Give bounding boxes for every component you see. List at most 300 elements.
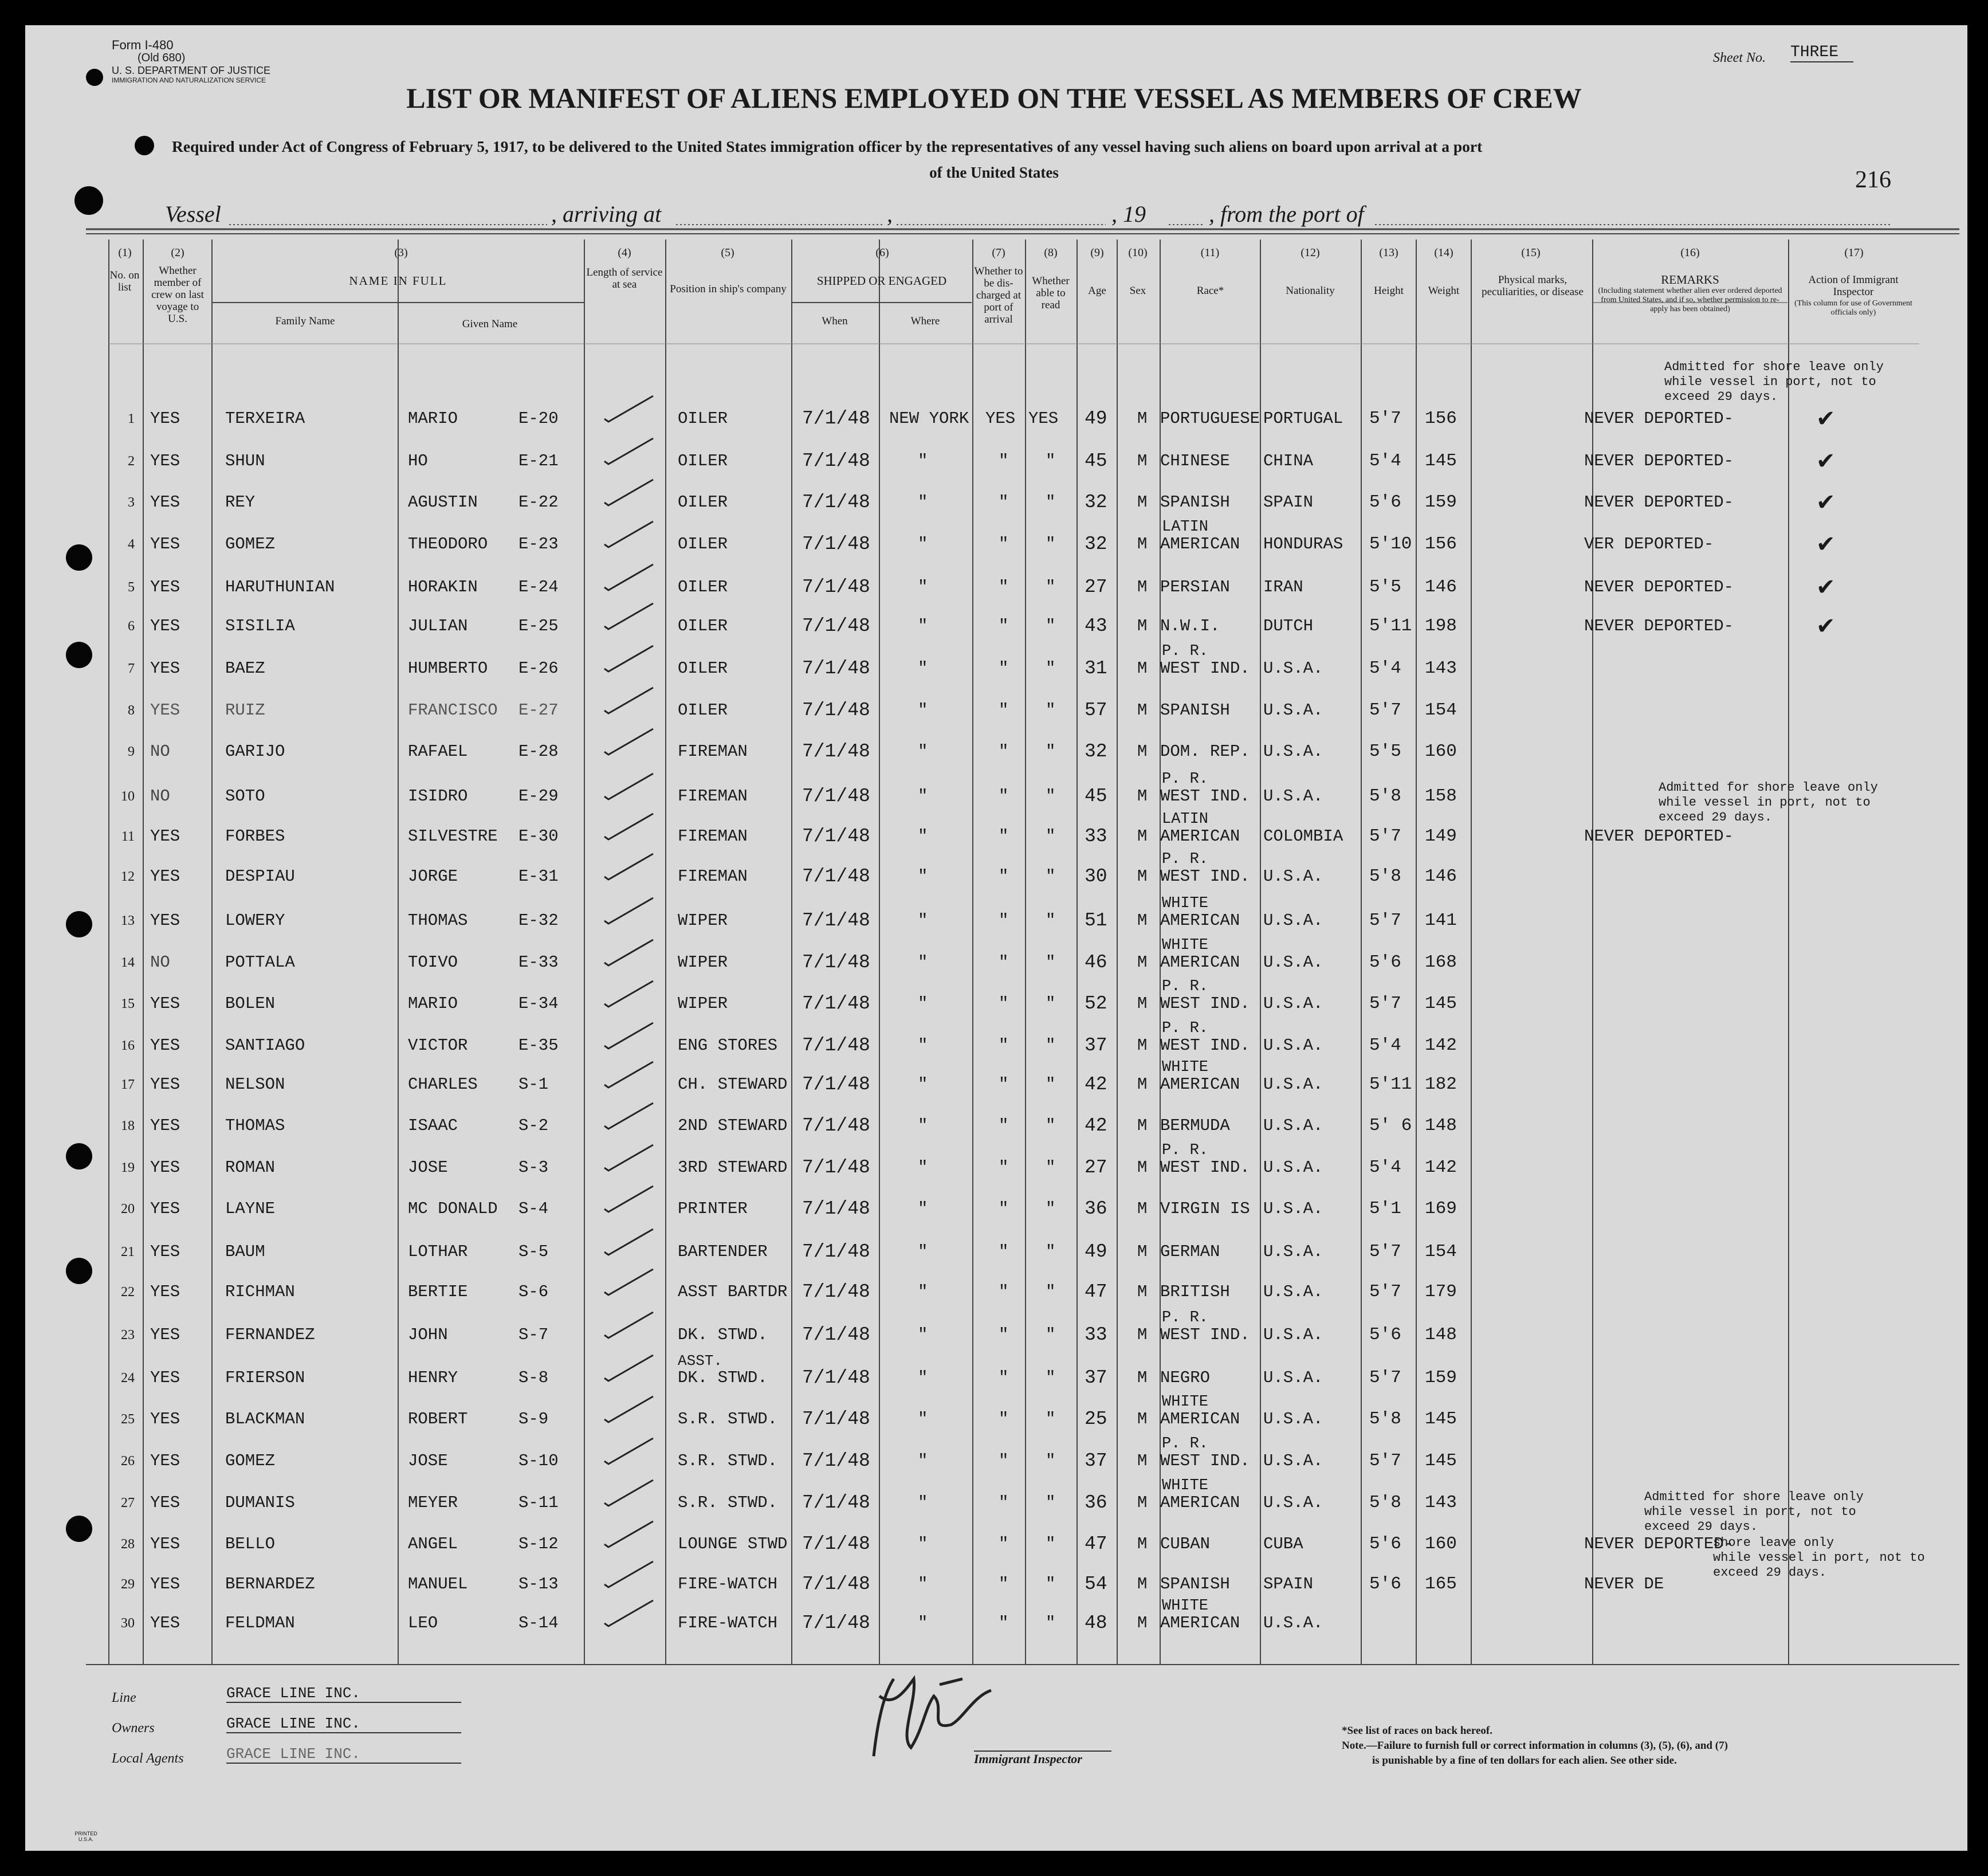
service-tick <box>604 1561 653 1587</box>
cell-crew: YES <box>150 1410 180 1428</box>
cell-no: 28 <box>121 1537 135 1552</box>
cell-sex: M <box>1137 617 1148 635</box>
cell-nationality: U.S.A. <box>1263 787 1323 806</box>
stamp-line: Admitted for shore leave only <box>1644 1490 1864 1504</box>
cell-when: 7/1/48 <box>802 741 870 762</box>
cell-nationality: U.S.A. <box>1263 1036 1323 1055</box>
cell-given: LOTHAR <box>408 1242 468 1261</box>
cell-position: OILER <box>678 617 728 635</box>
header-remarks: REMARKS <box>1661 273 1719 286</box>
cell-sex: M <box>1137 953 1148 972</box>
cell-family: BOLEN <box>225 994 276 1013</box>
cell-disch: " <box>999 659 1009 678</box>
service-tick <box>604 774 653 799</box>
cell-no: 24 <box>121 1371 135 1386</box>
cell-family: RICHMAN <box>225 1282 295 1301</box>
cell-code: S-4 <box>518 1199 549 1218</box>
header-action: Action of Immigrant Inspector <box>1808 274 1899 298</box>
cell-given: BERTIE <box>408 1282 468 1301</box>
cell-race-prefix: WHITE <box>1162 937 1209 954</box>
service-tick <box>604 940 653 966</box>
cell-age: 51 <box>1085 910 1107 931</box>
cell-family: SISILIA <box>225 617 295 635</box>
cell-code: S-10 <box>518 1451 559 1470</box>
cell-given: JOSE <box>408 1451 448 1470</box>
cell-position: ASST BARTDR <box>678 1282 788 1301</box>
cell-given: JORGE <box>408 867 458 886</box>
cell-action: ✔ <box>1816 531 1836 558</box>
service-tick <box>604 814 653 839</box>
cell-race: BRITISH <box>1160 1282 1230 1301</box>
footer-note2: Note.—Failure to furnish full or correct information in columns (3), (5), (6), and (7) <box>1342 1740 1728 1752</box>
cell-read: " <box>1046 742 1056 761</box>
cell-family: BELLO <box>225 1534 276 1553</box>
cell-where: " <box>918 827 928 846</box>
column-number: (11) <box>1200 246 1220 259</box>
cell-given: JULIAN <box>408 617 468 635</box>
comma-label: , <box>887 201 893 227</box>
cell-position: BARTENDER <box>678 1242 768 1261</box>
cell-race: AMERICAN <box>1160 535 1240 554</box>
cell-age: 32 <box>1085 533 1107 555</box>
cell-height: 5'6 <box>1369 952 1401 972</box>
footer-line-label: Line <box>112 1690 136 1705</box>
cell-where: " <box>918 1325 928 1344</box>
cell-given: CHARLES <box>408 1075 478 1094</box>
cell-crew: YES <box>150 1199 180 1218</box>
header-weight: Weight <box>1428 285 1460 297</box>
cell-given: MARIO <box>408 994 458 1013</box>
cell-age: 49 <box>1085 1241 1107 1262</box>
cell-height: 5'4 <box>1369 1035 1401 1055</box>
cell-disch: " <box>999 911 1009 930</box>
cell-where: " <box>918 1158 928 1177</box>
cell-position: ENG STORES <box>678 1036 778 1055</box>
cell-disch: " <box>999 1116 1009 1135</box>
cell-where: " <box>918 578 928 596</box>
cell-race: DOM. REP. <box>1160 742 1250 761</box>
cell-code: E-33 <box>518 953 559 972</box>
cell-sex: M <box>1137 1575 1148 1594</box>
cell-height: 5'8 <box>1369 1409 1401 1429</box>
header-action-note: (This column for use of Government officials only) <box>1794 299 1912 317</box>
cell-disch: " <box>999 787 1009 806</box>
cell-disch: " <box>999 1575 1009 1594</box>
cell-no: 4 <box>128 537 135 552</box>
cell-sex: M <box>1137 1282 1148 1301</box>
cell-age: 37 <box>1085 1035 1107 1056</box>
cell-disch: " <box>999 578 1009 596</box>
cell-read: " <box>1046 701 1056 720</box>
cell-disch: " <box>999 742 1009 761</box>
cell-when: 7/1/48 <box>802 826 870 847</box>
cell-race: WEST IND. <box>1160 1325 1250 1344</box>
cell-where: " <box>918 617 928 635</box>
cell-weight: 148 <box>1425 1325 1457 1345</box>
cell-height: 5'4 <box>1369 451 1401 471</box>
cell-age: 32 <box>1085 741 1107 762</box>
service-tick <box>604 396 653 422</box>
cell-nationality: U.S.A. <box>1263 911 1323 930</box>
cell-remarks: NEVER DEPORTED- <box>1584 409 1734 428</box>
cell-given: AGUSTIN <box>408 493 478 512</box>
cell-race: AMERICAN <box>1160 827 1240 846</box>
service-tick <box>604 1269 653 1295</box>
cell-disch: " <box>999 1614 1009 1632</box>
cell-position: DK. STWD. <box>678 1368 768 1387</box>
cell-race-prefix: P. R. <box>1162 1309 1209 1326</box>
column-number: (8) <box>1044 246 1058 259</box>
cell-family: LAYNE <box>225 1199 276 1218</box>
cell-when: 7/1/48 <box>802 1035 870 1056</box>
header-physical-marks: Physical marks, peculiarities, or disease <box>1482 274 1584 298</box>
column-number: (12) <box>1301 246 1320 259</box>
shore-leave-stamp <box>1664 360 1884 405</box>
column-number: (1) <box>118 246 132 259</box>
sheet-number: THREE <box>1790 44 1853 62</box>
cell-when: 7/1/48 <box>802 700 870 721</box>
cell-nationality: U.S.A. <box>1263 1116 1323 1135</box>
cell-nationality: DUTCH <box>1263 617 1314 635</box>
cell-code: S-9 <box>518 1410 549 1428</box>
cell-height: 5'8 <box>1369 866 1401 886</box>
cell-height: 5'6 <box>1369 1325 1401 1345</box>
cell-given: HENRY <box>408 1368 458 1387</box>
cell-code: E-35 <box>518 1036 559 1055</box>
cell-sex: M <box>1137 578 1148 596</box>
cell-race: VIRGIN IS <box>1160 1199 1250 1218</box>
header-length-service: Length of service at sea <box>586 266 663 291</box>
cell-given: THOMAS <box>408 911 468 930</box>
service-tick <box>604 646 653 672</box>
cell-crew: NO <box>150 787 170 806</box>
cell-nationality: COLOMBIA <box>1263 827 1343 846</box>
cell-height: 5'4 <box>1369 1157 1401 1178</box>
cell-family: SHUN <box>225 452 265 470</box>
cell-given: VICTOR <box>408 1036 468 1055</box>
cell-nationality: U.S.A. <box>1263 1493 1323 1512</box>
cell-age: 43 <box>1085 615 1107 637</box>
cell-race: SPANISH <box>1160 1575 1230 1594</box>
cell-crew: YES <box>150 1575 180 1594</box>
cell-race-prefix: WHITE <box>1162 1477 1209 1494</box>
cell-crew: YES <box>150 578 180 596</box>
cell-no: 27 <box>121 1496 135 1510</box>
header-no: No. on list <box>109 269 140 293</box>
cell-position: OILER <box>678 701 728 720</box>
cell-sex: M <box>1137 1075 1148 1094</box>
cell-position: OILER <box>678 409 728 428</box>
cell-no: 26 <box>121 1454 135 1469</box>
cell-no: 9 <box>128 744 135 759</box>
cell-weight: 148 <box>1425 1116 1457 1136</box>
cell-age: 37 <box>1085 1450 1107 1471</box>
cell-remarks: NEVER DEPORTED- <box>1584 617 1734 635</box>
column-number: (13) <box>1379 246 1398 259</box>
cell-height: 5'7 <box>1369 1282 1401 1302</box>
cell-sex: M <box>1137 827 1148 846</box>
cell-code: E-27 <box>518 701 559 720</box>
header-position: Position in ship's company <box>670 283 787 295</box>
service-tick <box>604 1396 653 1422</box>
cell-family: BAEZ <box>225 659 265 678</box>
cell-race-prefix: P. R. <box>1162 1435 1209 1453</box>
cell-nationality: PORTUGAL <box>1263 409 1343 428</box>
cell-code: S-5 <box>518 1242 549 1261</box>
cell-code: S-1 <box>518 1075 549 1094</box>
cell-race-prefix: P. R. <box>1162 1020 1209 1037</box>
cell-sex: M <box>1137 1368 1148 1387</box>
cell-read: " <box>1046 1451 1056 1470</box>
header-family-name: Family Name <box>275 315 335 327</box>
cell-code: E-25 <box>518 617 559 635</box>
cell-race: CUBAN <box>1160 1534 1211 1553</box>
cell-where: " <box>918 1493 928 1512</box>
cell-weight: 154 <box>1425 1242 1457 1262</box>
cell-race: SPANISH <box>1160 701 1230 720</box>
column-number: (6) <box>875 246 889 259</box>
cell-race-prefix: LATIN <box>1162 811 1209 828</box>
cell-read: " <box>1046 578 1056 596</box>
cell-race: WEST IND. <box>1160 994 1250 1013</box>
cell-family: FELDMAN <box>225 1614 295 1632</box>
cell-given: HORAKIN <box>408 578 478 596</box>
cell-code: S-13 <box>518 1575 559 1594</box>
cell-read: YES <box>1028 409 1059 428</box>
cell-where: " <box>918 1282 928 1301</box>
header-age: Age <box>1088 285 1106 297</box>
cell-sex: M <box>1137 1325 1148 1344</box>
cell-when: 7/1/48 <box>802 1492 870 1513</box>
header-where: Where <box>910 315 940 327</box>
cell-read: " <box>1046 994 1056 1013</box>
cell-position: FIREMAN <box>678 827 748 846</box>
stamp-line: exceed 29 days. <box>1664 390 1778 404</box>
cell-when: 7/1/48 <box>802 1324 870 1345</box>
footer-owners-label: Owners <box>112 1721 155 1736</box>
cell-when: 7/1/48 <box>802 492 870 513</box>
cell-weight: 143 <box>1425 658 1457 678</box>
cell-given: JOHN <box>408 1325 448 1344</box>
stamp-line: Admitted for shore leave only <box>1664 360 1884 374</box>
service-tick <box>604 564 653 590</box>
cell-position: OILER <box>678 578 728 596</box>
cell-sex: M <box>1137 493 1148 512</box>
cell-sex: M <box>1137 1451 1148 1470</box>
cell-disch: " <box>999 1158 1009 1177</box>
cell-when: 7/1/48 <box>802 1573 870 1595</box>
cell-given: JOSE <box>408 1158 448 1177</box>
cell-position: WIPER <box>678 953 728 972</box>
cell-race-prefix: WHITE <box>1162 1059 1209 1076</box>
cell-read: " <box>1046 452 1056 470</box>
cell-race: WEST IND. <box>1160 1451 1250 1470</box>
stamp-line: Admitted for shore leave only <box>1659 780 1878 795</box>
cell-nationality: U.S.A. <box>1263 1282 1323 1301</box>
cell-code: S-11 <box>518 1493 559 1512</box>
cell-code: E-20 <box>518 409 559 428</box>
cell-no: 16 <box>121 1038 135 1053</box>
cell-family: GOMEZ <box>225 535 276 554</box>
service-tick <box>604 603 653 629</box>
cell-read: " <box>1046 1075 1056 1094</box>
cell-nationality: U.S.A. <box>1263 1451 1323 1470</box>
cell-nationality: CHINA <box>1263 452 1314 470</box>
header-remarks-note: (Including statement whether alien ever ordered deported from United States, and if so, whether permission to re-apply has been obtained) <box>1598 286 1782 313</box>
cell-when: 7/1/48 <box>802 576 870 598</box>
cell-height: 5'6 <box>1369 1574 1401 1594</box>
cell-age: 42 <box>1085 1074 1107 1095</box>
cell-family: BAUM <box>225 1242 265 1261</box>
cell-where: " <box>918 452 928 470</box>
header-race: Race* <box>1196 285 1224 297</box>
cell-race-prefix: WHITE <box>1162 1394 1209 1411</box>
header-name-in-full: NAME IN FULL <box>349 274 447 288</box>
subtitle-line1: Required under Act of Congress of February 5, 1917, to be delivered to the United States immigration officer by the representatives of any vessel having such aliens on board upon arrival at a port <box>172 138 1483 155</box>
cell-where: " <box>918 994 928 1013</box>
cell-nationality: U.S.A. <box>1263 953 1323 972</box>
column-number: (14) <box>1434 246 1453 259</box>
cell-where: NEW YORK <box>889 409 969 428</box>
cell-family: TERXEIRA <box>225 409 305 428</box>
footer-owners-value: GRACE LINE INC. <box>226 1715 461 1733</box>
cell-disch: " <box>999 1534 1009 1553</box>
cell-sex: M <box>1137 1116 1148 1135</box>
cell-remarks: NEVER DEPORTED- <box>1584 1534 1734 1553</box>
footer-line-value: GRACE LINE INC. <box>226 1685 461 1703</box>
cell-remarks: NEVER DEPORTED- <box>1584 827 1734 846</box>
service-tick <box>604 898 653 924</box>
cell-nationality: SPAIN <box>1263 1575 1314 1594</box>
service-tick <box>604 1480 653 1506</box>
cell-where: " <box>918 742 928 761</box>
service-tick <box>604 981 653 1007</box>
cell-when: 7/1/48 <box>802 1157 870 1178</box>
cell-given: SILVESTRE <box>408 827 498 846</box>
cell-disch: " <box>999 953 1009 972</box>
service-tick <box>604 688 653 713</box>
inspector-label: Immigrant Inspector <box>974 1751 1111 1767</box>
cell-where: " <box>918 1614 928 1632</box>
header-discharged: Whether to be dis-charged at port of arrival <box>974 265 1023 325</box>
cell-position: S.R. STWD. <box>678 1451 778 1470</box>
cell-crew: YES <box>150 1282 180 1301</box>
cell-family: ROMAN <box>225 1158 276 1177</box>
service-tick <box>604 438 653 464</box>
cell-race-prefix: P. R. <box>1162 1142 1209 1159</box>
cell-disch: " <box>999 1451 1009 1470</box>
cell-nationality: IRAN <box>1263 578 1303 596</box>
cell-read: " <box>1046 659 1056 678</box>
cell-age: 25 <box>1085 1408 1107 1430</box>
cell-sex: M <box>1137 994 1148 1013</box>
column-number: (9) <box>1090 246 1104 259</box>
cell-disch: " <box>999 1410 1009 1428</box>
column-number: (10) <box>1128 246 1148 259</box>
stamp-line: while vessel in port, not to <box>1644 1505 1856 1519</box>
cell-crew: YES <box>150 701 180 720</box>
cell-crew: YES <box>150 1614 180 1632</box>
cell-race: NEGRO <box>1160 1368 1211 1387</box>
cell-height: 5'5 <box>1369 577 1401 597</box>
cell-remarks: NEVER DEPORTED- <box>1584 493 1734 512</box>
cell-remarks: NEVER DE <box>1584 1575 1664 1594</box>
cell-code: S-7 <box>518 1325 549 1344</box>
cell-no: 19 <box>121 1160 135 1175</box>
year-label: , 19 <box>1111 201 1146 227</box>
cell-no: 2 <box>128 454 135 469</box>
cell-race: AMERICAN <box>1160 1614 1240 1632</box>
cell-age: 33 <box>1085 1324 1107 1345</box>
cell-age: 47 <box>1085 1533 1107 1555</box>
cell-position: DK. STWD. <box>678 1325 768 1344</box>
cell-code: E-34 <box>518 994 559 1013</box>
cell-no: 5 <box>128 580 135 595</box>
cell-sex: M <box>1137 409 1148 428</box>
cell-height: 5'7 <box>1369 994 1401 1014</box>
cell-read: " <box>1046 1493 1056 1512</box>
cell-given: MEYER <box>408 1493 458 1512</box>
cell-nationality: U.S.A. <box>1263 1199 1323 1218</box>
cell-position: 3RD STEWARD <box>678 1158 788 1177</box>
cell-race: AMERICAN <box>1160 1075 1240 1094</box>
page-number: 216 <box>1855 167 1891 193</box>
cell-where: " <box>918 1575 928 1594</box>
cell-age: 49 <box>1085 408 1107 429</box>
cell-where: " <box>918 535 928 554</box>
cell-race: GERMAN <box>1160 1242 1220 1261</box>
cell-given: THEODORO <box>408 535 488 554</box>
cell-age: 31 <box>1085 658 1107 679</box>
cell-sex: M <box>1137 742 1148 761</box>
cell-disch: " <box>999 617 1009 635</box>
cell-no: 11 <box>121 829 135 844</box>
cell-when: 7/1/48 <box>802 1450 870 1471</box>
cell-nationality: U.S.A. <box>1263 1242 1323 1261</box>
cell-race-prefix: LATIN <box>1162 519 1209 536</box>
cell-disch: " <box>999 1075 1009 1094</box>
cell-weight: 159 <box>1425 492 1457 512</box>
cell-remarks: NEVER DEPORTED- <box>1584 578 1734 596</box>
service-tick <box>604 729 653 755</box>
cell-code: E-32 <box>518 911 559 930</box>
cell-crew: YES <box>150 1451 180 1470</box>
cell-disch: " <box>999 535 1009 554</box>
cell-crew: YES <box>150 867 180 886</box>
service-tick <box>604 854 653 880</box>
cell-given: TOIVO <box>408 953 458 972</box>
service-tick <box>604 1521 653 1547</box>
cell-where: " <box>918 1534 928 1553</box>
cell-position: OILER <box>678 493 728 512</box>
stamp-line: exceed 29 days. <box>1713 1565 1827 1580</box>
cell-read: " <box>1046 911 1056 930</box>
cell-no: 17 <box>121 1077 135 1092</box>
cell-height: 5'8 <box>1369 786 1401 806</box>
cell-weight: 156 <box>1425 409 1457 429</box>
cell-sex: M <box>1137 1158 1148 1177</box>
cell-position: FIREMAN <box>678 742 748 761</box>
cell-crew: YES <box>150 1036 180 1055</box>
cell-read: " <box>1046 827 1056 846</box>
cell-age: 45 <box>1085 786 1107 807</box>
cell-height: 5'7 <box>1369 1368 1401 1388</box>
service-tick <box>604 1145 653 1171</box>
cell-where: " <box>918 493 928 512</box>
cell-disch: " <box>999 1199 1009 1218</box>
cell-weight: 145 <box>1425 451 1457 471</box>
cell-crew: YES <box>150 911 180 930</box>
